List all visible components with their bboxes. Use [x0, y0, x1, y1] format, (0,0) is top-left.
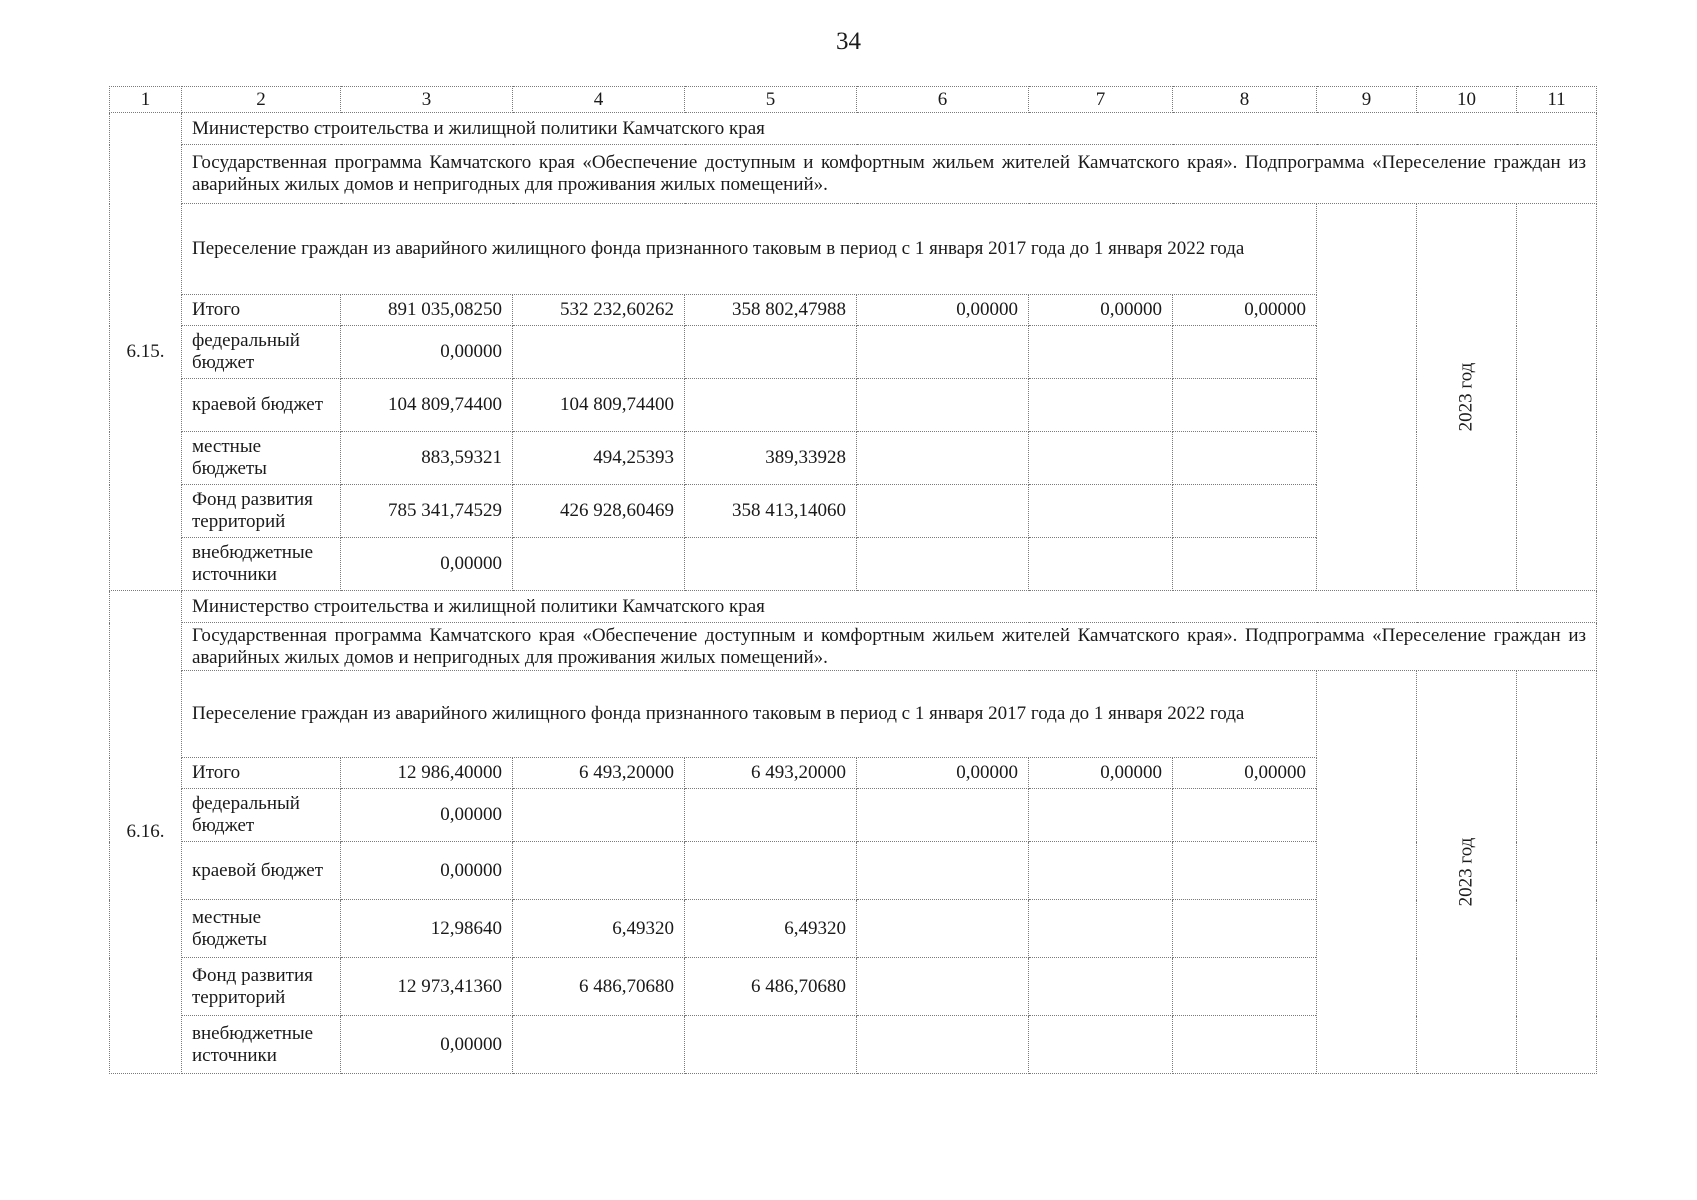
- year-cell: [1417, 671, 1517, 1074]
- col-11-cell: [1517, 204, 1597, 591]
- value-cell: 12 973,41360: [341, 958, 513, 1016]
- section-number: 6.16.: [110, 591, 182, 1074]
- source-label: Итого: [182, 295, 341, 326]
- value-cell: 883,59321: [341, 432, 513, 485]
- column-number: 9: [1317, 87, 1417, 113]
- value-cell: [857, 900, 1029, 958]
- value-cell: [513, 326, 685, 379]
- value-cell: [1029, 900, 1173, 958]
- value-cell: 0,00000: [341, 538, 513, 591]
- col-9-cell: [1317, 204, 1417, 591]
- value-cell: [1173, 958, 1317, 1016]
- value-cell: 785 341,74529: [341, 485, 513, 538]
- column-number: 1: [110, 87, 182, 113]
- source-label: краевой бюджет: [182, 379, 341, 432]
- value-cell: [857, 538, 1029, 591]
- column-number: 2: [182, 87, 341, 113]
- value-cell: [1173, 485, 1317, 538]
- value-cell: [685, 326, 857, 379]
- col-9-cell: [1317, 671, 1417, 1074]
- year-label: 2023 год: [1455, 837, 1477, 907]
- event-name: Переселение граждан из аварийного жилищного фонда признанного таковым в период с 1 января 2017 года до 1 января 2022 года: [182, 204, 1317, 295]
- value-cell: 389,33928: [685, 432, 857, 485]
- source-label: федеральный бюджет: [182, 326, 341, 379]
- ministry-name: Министерство строительства и жилищной политики Камчатского края: [182, 591, 1597, 623]
- column-number: 10: [1417, 87, 1517, 113]
- column-number: 3: [341, 87, 513, 113]
- source-label: краевой бюджет: [182, 842, 341, 900]
- ministry-name: Министерство строительства и жилищной политики Камчатского края: [182, 113, 1597, 145]
- value-cell: [513, 789, 685, 842]
- value-cell: 0,00000: [1029, 758, 1173, 789]
- value-cell: [857, 842, 1029, 900]
- page-number: 34: [836, 28, 861, 55]
- program-name: Государственная программа Камчатского края «Обеспечение доступным и комфортным жильем жителей Камчатского края». Подпрограмма «Переселение граждан из аварийных жилых домов и непригодных для проживания жилых помещений».: [182, 145, 1597, 204]
- value-cell: 6 493,20000: [685, 758, 857, 789]
- value-cell: [1029, 842, 1173, 900]
- event-row: [110, 671, 1597, 758]
- value-cell: 0,00000: [857, 295, 1029, 326]
- value-cell: [513, 538, 685, 591]
- source-label: Фонд развития территорий: [182, 485, 341, 538]
- value-cell: 6,49320: [685, 900, 857, 958]
- value-cell: 358 802,47988: [685, 295, 857, 326]
- value-cell: 494,25393: [513, 432, 685, 485]
- column-number: 6: [857, 87, 1029, 113]
- value-cell: 0,00000: [341, 1016, 513, 1074]
- program-row: [110, 145, 1597, 204]
- section-number: 6.15.: [110, 113, 182, 591]
- value-cell: [1029, 958, 1173, 1016]
- value-cell: [685, 538, 857, 591]
- ministry-row: [110, 591, 1597, 623]
- column-number: 7: [1029, 87, 1173, 113]
- value-cell: [685, 379, 857, 432]
- value-cell: 0,00000: [1173, 758, 1317, 789]
- value-cell: [857, 326, 1029, 379]
- value-cell: [513, 842, 685, 900]
- value-cell: [1029, 432, 1173, 485]
- value-cell: [857, 432, 1029, 485]
- value-cell: [1173, 379, 1317, 432]
- financing-table: [109, 86, 1597, 1074]
- source-label: Фонд развития территорий: [182, 958, 341, 1016]
- value-cell: [685, 842, 857, 900]
- value-cell: 6 493,20000: [513, 758, 685, 789]
- value-cell: 104 809,74400: [341, 379, 513, 432]
- program-row: [110, 623, 1597, 671]
- value-cell: 0,00000: [341, 842, 513, 900]
- value-cell: [857, 485, 1029, 538]
- value-cell: [1029, 379, 1173, 432]
- value-cell: 6,49320: [513, 900, 685, 958]
- value-cell: [1029, 485, 1173, 538]
- value-cell: 0,00000: [1029, 295, 1173, 326]
- value-cell: [1173, 432, 1317, 485]
- value-cell: 532 232,60262: [513, 295, 685, 326]
- column-number-row: [110, 87, 1597, 113]
- event-name: Переселение граждан из аварийного жилищного фонда признанного таковым в период с 1 января 2017 года до 1 января 2022 года: [182, 671, 1317, 758]
- value-cell: [1173, 900, 1317, 958]
- year-cell: [1417, 204, 1517, 591]
- column-number: 8: [1173, 87, 1317, 113]
- source-label: местные бюджеты: [182, 900, 341, 958]
- value-cell: 12 986,40000: [341, 758, 513, 789]
- column-number: 5: [685, 87, 857, 113]
- value-cell: [1029, 538, 1173, 591]
- value-cell: [1173, 842, 1317, 900]
- value-cell: [857, 789, 1029, 842]
- event-row: [110, 204, 1597, 295]
- value-cell: [1029, 1016, 1173, 1074]
- value-cell: [1173, 1016, 1317, 1074]
- value-cell: 6 486,70680: [513, 958, 685, 1016]
- value-cell: 0,00000: [341, 326, 513, 379]
- value-cell: [1029, 326, 1173, 379]
- value-cell: [857, 958, 1029, 1016]
- col-11-cell: [1517, 671, 1597, 1074]
- column-number: 11: [1517, 87, 1597, 113]
- value-cell: 358 413,14060: [685, 485, 857, 538]
- column-number: 4: [513, 87, 685, 113]
- value-cell: 0,00000: [341, 789, 513, 842]
- value-cell: 6 486,70680: [685, 958, 857, 1016]
- value-cell: 426 928,60469: [513, 485, 685, 538]
- value-cell: 0,00000: [1173, 295, 1317, 326]
- source-label: внебюджетные источники: [182, 538, 341, 591]
- value-cell: [1029, 789, 1173, 842]
- ministry-row: [110, 113, 1597, 145]
- value-cell: [685, 789, 857, 842]
- program-name: Государственная программа Камчатского края «Обеспечение доступным и комфортным жильем жителей Камчатского края». Подпрограмма «Переселение граждан из аварийных жилых домов и непригодных для проживания жилых помещений».: [182, 623, 1597, 671]
- value-cell: [513, 1016, 685, 1074]
- value-cell: [857, 1016, 1029, 1074]
- source-label: местные бюджеты: [182, 432, 341, 485]
- year-label: 2023 год: [1455, 362, 1477, 432]
- value-cell: 891 035,08250: [341, 295, 513, 326]
- value-cell: [857, 379, 1029, 432]
- source-label: внебюджетные источники: [182, 1016, 341, 1074]
- value-cell: [685, 1016, 857, 1074]
- value-cell: 12,98640: [341, 900, 513, 958]
- value-cell: 104 809,74400: [513, 379, 685, 432]
- value-cell: [1173, 326, 1317, 379]
- source-label: Итого: [182, 758, 341, 789]
- value-cell: 0,00000: [857, 758, 1029, 789]
- value-cell: [1173, 538, 1317, 591]
- source-label: федеральный бюджет: [182, 789, 341, 842]
- value-cell: [1173, 789, 1317, 842]
